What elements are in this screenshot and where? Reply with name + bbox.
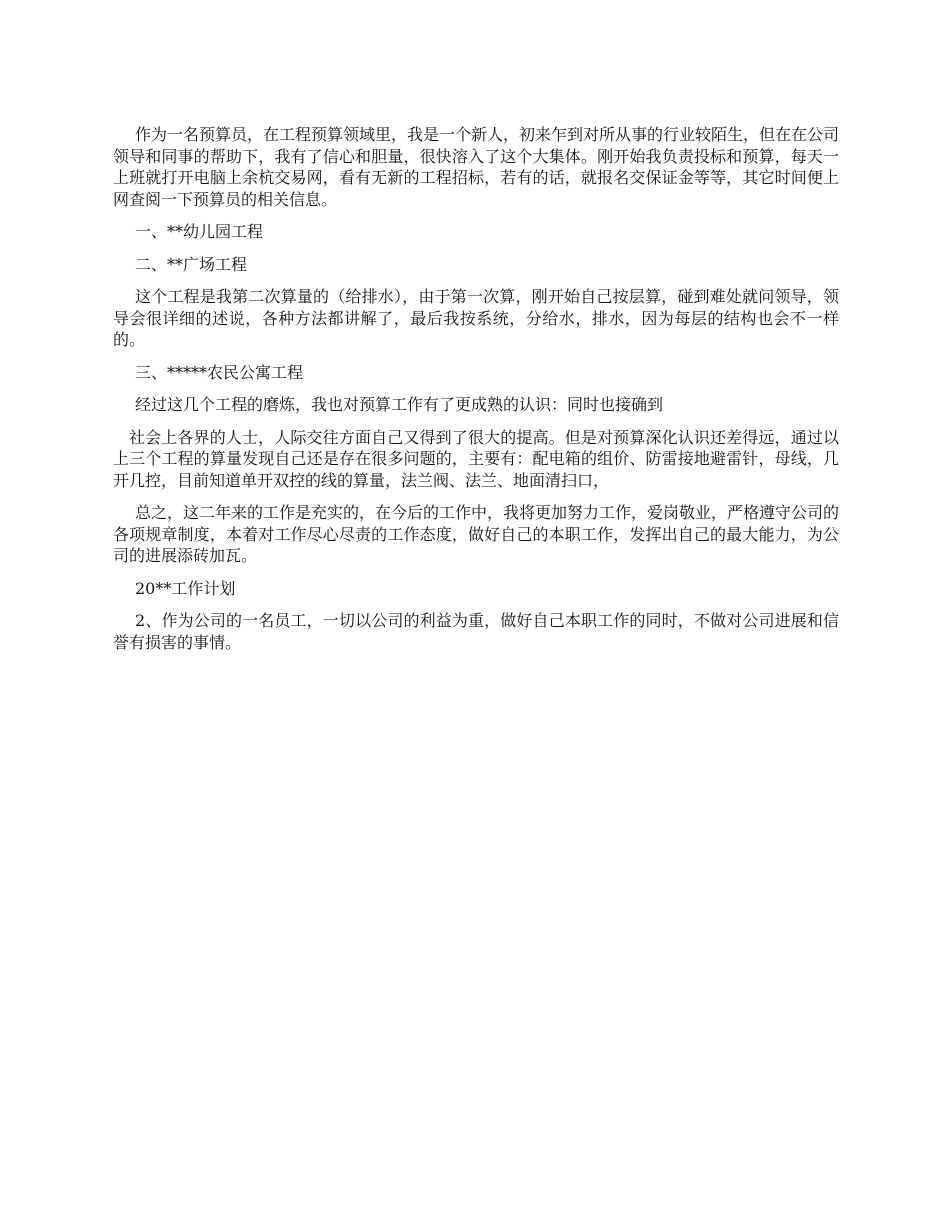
intro-paragraph: 作为一名预算员，在工程预算领域里，我是一个新人，初来乍到对所从事的行业较陌生，但在在公司领导和同事的帮助下，我有了信心和胆量，很快溶入了这个大集体。刚开始我负责投标和预算，每天一上班就打开电脑上余杭交易网，看有无新的工程招标，若有的话，就报名交保证金等等，其它时间便上网查阅一下预算员的相关信息。 [113,125,840,209]
plaza-paragraph: 这个工程是我第二次算量的（给排水），由于第一次算，刚开始自己按层算，碰到难处就问领导，领导会很详细的述说，各种方法都讲解了，最后我按系统，分给水，排水，因为每层的结构也会不一样的。 [113,287,839,349]
summary-paragraph: 总之，这二年来的工作是充实的，在今后的工作中，我将更加努力工作，爱岗敬业，严格遵守公司的各项规章制度，本着对工作尽心尽责的工作态度，做好自己的本职工作，发挥出自己的最大能力，为公司的进展添砖加瓦。 [113,503,840,565]
problems-paragraph: 社会上各界的人士，人际交往方面自己又得到了很大的提高。但是对预算深化认识还差得远，通过以上三个工程的算量发现自己还是存在很多问题的，主要有：配电箱的组价、防雷接地避雷针，母线，几开几控，目前知道单开双控的线的算量，法兰阀、法兰、地面清扫口， [113,427,839,490]
document-body [113,124,839,664]
experience-paragraph: 经过这几个工程的磨炼，我也对预算工作有了更成熟的认识：同时也接确到 [135,395,664,414]
work-plan-heading: 20**工作计划 [135,578,236,598]
section-heading-apartment: 三、*****农民公寓工程 [135,362,304,382]
work-plan-item-2: 2、作为公司的一名员工，一切以公司的利益为重，做好自己本职工作的同时，不做对公司进展和信誉有损害的事情。 [113,611,839,652]
section-heading-plaza: 二、**广场工程 [135,254,248,274]
section-heading-kindergarten: 一、**幼儿园工程 [135,222,264,241]
